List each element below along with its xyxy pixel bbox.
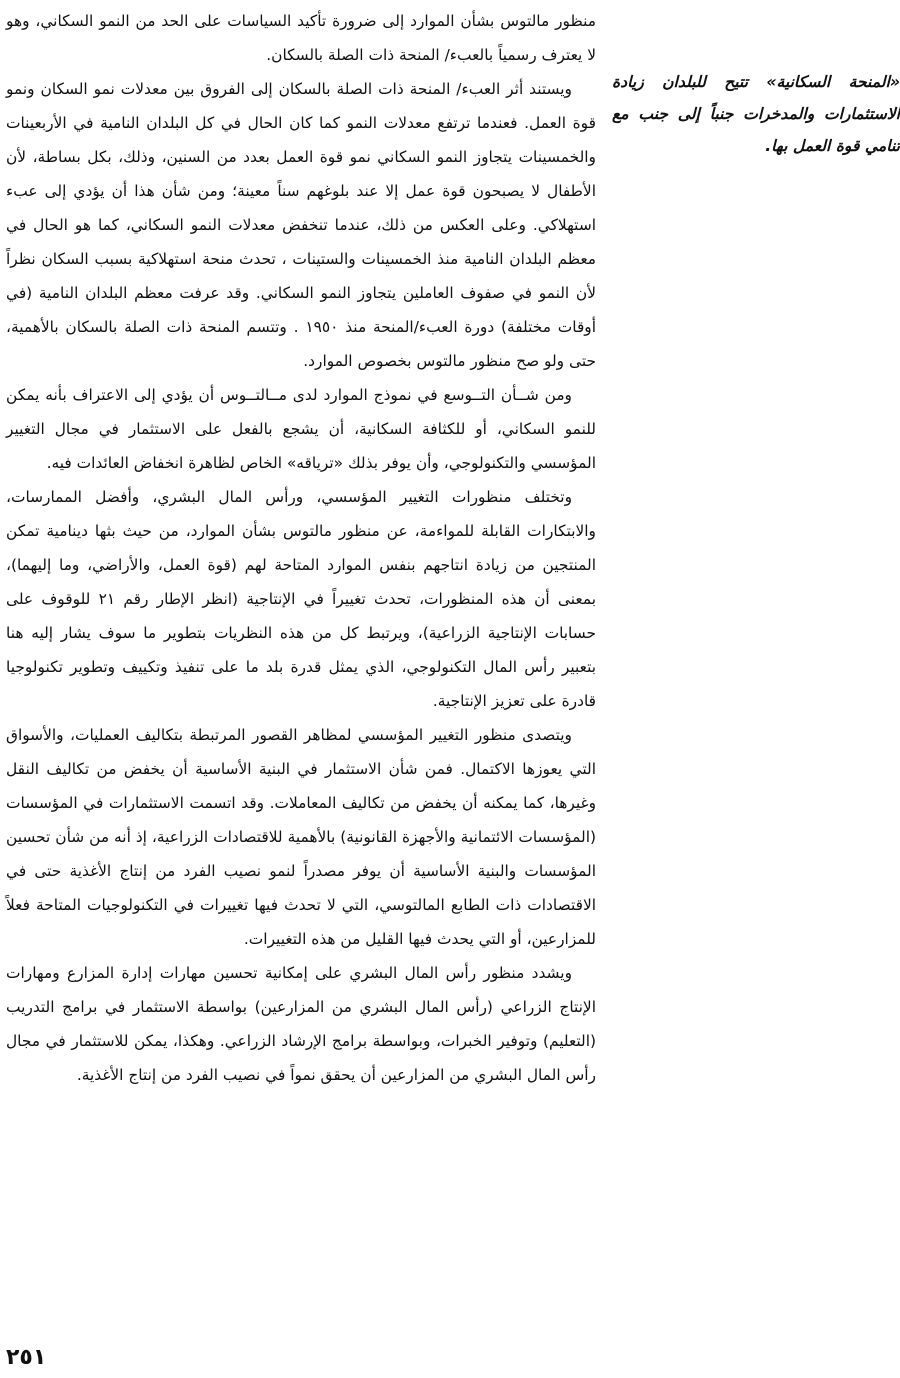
page-number: ٢٥١ [6,1345,47,1370]
paragraph-2: ويستند أثر العبء/ المنحة ذات الصلة بالسكان إلى الفروق بين معدلات نمو السكان ونمو قوة العمل. فعندما ترتفع معدلات النمو كما كان الحال في كل البلدان النامية في الأربعينات والخمسينات يتجاوز النمو السكاني نمو قوة العمل بعدد من السنين، وذلك، بكل بساطة، لأن الأطفال لا يصبحون قوة عمل إلا عند بلوغهم سناً معينة؛ ومن شأن هذا أن يؤدي إلى عبء استهلاكي. وعلى العكس من ذلك، عندما تنخفض معدلات النمو السكاني، كما هو الحال في معظم البلدان النامية منذ الخمسينات والستينات ، تحدث منحة استهلاكية بسبب السكان نظراً لأن النمو في صفوف العاملين يتجاوز النمو السكاني. وقد عرفت معظم البلدان النامية (في أوقات مختلفة) دورة العبء/المنحة منذ ١٩٥٠ . وتتسم المنحة ذات الصلة بالسكان بالأهمية، حتى ولو صح منظور مالتوس بخصوص الموارد. [6,80,597,370]
paragraph-4: وتختلف منظورات التغيير المؤسسي، ورأس المال البشري، وأفضل الممارسات، والابتكارات القابلة للمواءمة، عن منظور مالتوس بشأن الموارد، من حيث بثها دينامية تمكن المنتجين من زيادة انتاجهم بنفس الموارد المتاحة لهم (قوة العمل، والأراضي، وما إليهما)، بمعنى أن هذه المنظورات، تحدث تغييراً في الإنتاجية (انظر الإطار رقم ٢١ للوقوف على حسابات الإنتاجية الزراعية)، ويرتبط كل من هذه النظريات بتطوير ما سوف يشار إليه هنا بتعبير رأس المال التكنولوجي، الذي يمثل قدرة بلد ما على تنفيذ وتكييف وتطوير تكنولوجيا قادرة على تعزيز الإنتاجية. [6,488,597,710]
paragraph-6: ويشدد منظور رأس المال البشري على إمكانية تحسين مهارات إدارة المزارع ومهارات الإنتاج الزراعي (رأس المال البشري من المزارعين) بواسطة الاستثمار في برامج التدريب (التعليم) وتوفير الخبرات، وبواسطة برامج الإرشاد الزراعي. وهكذا، يمكن للاستثمار في مجال رأس المال البشري من المزارعين أن يحقق نمواً في نصيب الفرد من إنتاج الأغذية. [6,964,596,1084]
paragraph-3: ومن شــأن التــوسع في نموذج الموارد لدى مــالتــوس أن يؤدي إلى الاعتراف بأنه يمكن للنمو السكاني، أو للكثافة السكانية، أن يشجع بالفعل على الاستثمار في مجال التغيير المؤسسي والتكنولوجي، وأن يوفر بذلك «ترياقه» الخاص لظاهرة انخفاض العائدات فيه. [6,386,596,472]
paragraph-5: ويتصدى منظور التغيير المؤسسي لمظاهر القصور المرتبطة بتكاليف العمليات، والأسواق التي يعوزها الاكتمال. فمن شأن الاستثمار في البنية الأساسية أن يخفض من تكاليف النقل وغيرها، كما يمكنه أن يخفض من تكاليف المعاملات. وقد اتسمت الاستثمارات في المؤسسات (المؤسسات الائتمانية والأجهزة القانونية) بالأهمية للاقتصادات الزراعية، إذ أنه من شأن تحسين المؤسسات والبنية الأساسية أن يوفر مصدراً لنمو نصيب الفرد من إنتاج الأغذية حتى في الاقتصادات ذات الطابع المالتوسي، التي لا تحدث فيها تغييرات في التكنولوجيات المتاحة فعلاً للمزارعين، أو التي يحدث فيها القليل من هذه التغييرات. [6,726,596,948]
main-text-column [6,4,596,1092]
paragraph-1: منظور مالتوس بشأن الموارد إلى ضرورة تأكيد السياسات على الحد من النمو السكاني، وهو لا يعترف رسمياً بالعبء/ المنحة ذات الصلة بالسكان. [6,12,596,64]
margin-pull-quote: «المنحة السكانية» تتيح للبلدان زيادة الاستثمارات والمدخرات جنباً إلى جنب مع تنامي قوة العمل بها. [612,73,900,155]
